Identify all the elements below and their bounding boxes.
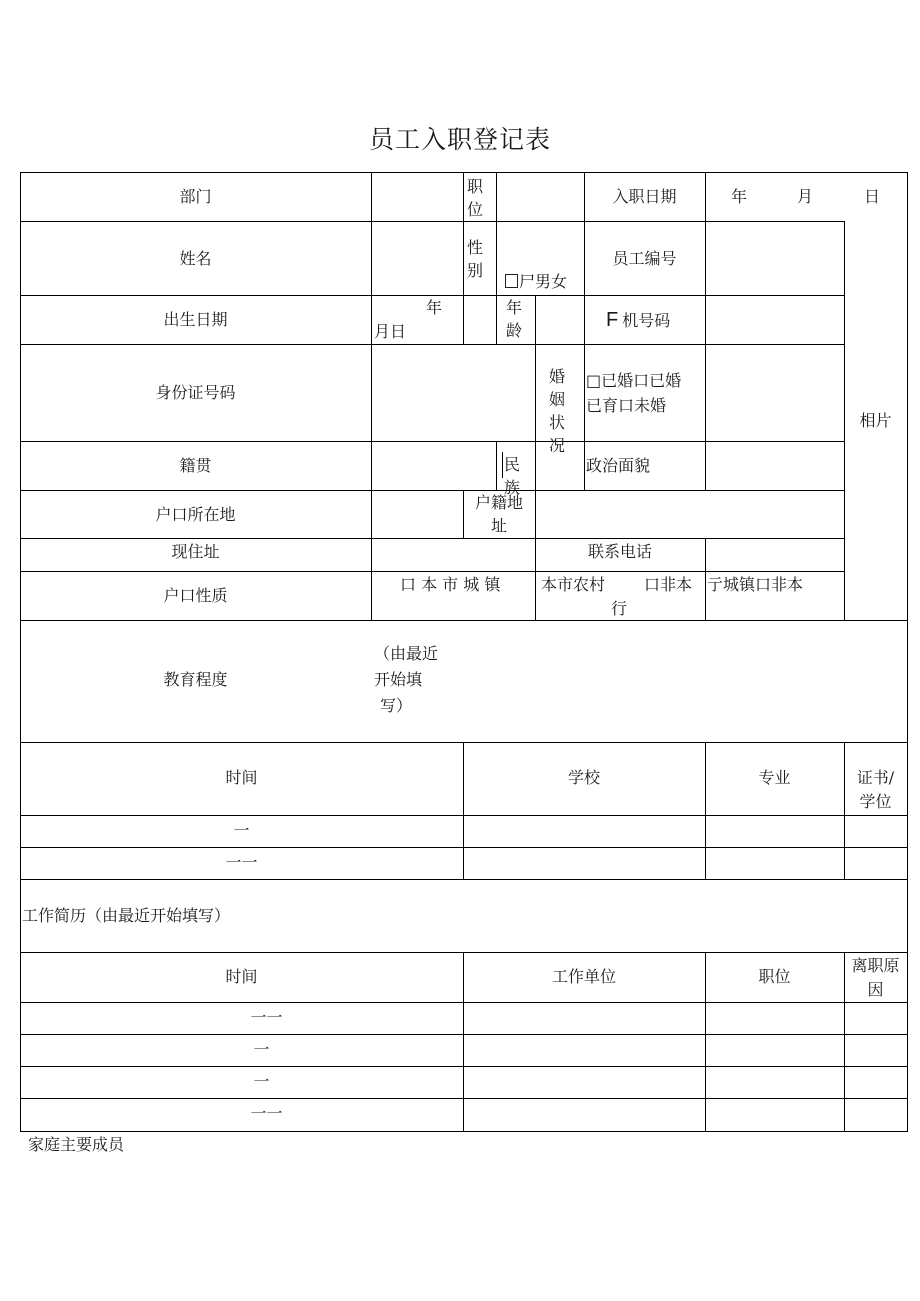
work-header-leave-reason-2: 因	[867, 980, 884, 999]
name-label: 姓名	[179, 249, 212, 268]
hukou-address-label-2: 址	[490, 516, 507, 535]
join-date-day: 日	[864, 187, 881, 206]
hukou-address-label: 户籍地	[474, 493, 523, 512]
education-note-3: 写）	[380, 696, 413, 715]
work-row-time: 一	[253, 1040, 270, 1059]
work-header-employer: 工作单位	[551, 967, 616, 986]
hukou-option-rural[interactable]: 本市农村	[541, 575, 606, 594]
edu-header-degree: 学位	[859, 792, 892, 811]
position-label: 职位	[467, 177, 484, 219]
education-label: 教育程度	[163, 670, 228, 689]
hukou-option-nonlocal-urban[interactable]: 亍城镇口非本	[707, 575, 804, 594]
education-note-2: 开始填	[374, 670, 423, 689]
edu-row-time: 一	[233, 821, 250, 840]
marital-options-line1[interactable]: □已婚口已婚	[586, 371, 682, 390]
phone-prefix: F	[606, 309, 619, 331]
work-row-time: 一一	[250, 1104, 283, 1123]
gender-label: 性别	[467, 238, 484, 280]
join-date-label: 入职日期	[612, 187, 677, 206]
political-status-label: 政治面貌	[586, 456, 651, 475]
gender-options[interactable]: 尸男女	[505, 270, 567, 294]
edu-header-certificate: 证书/	[856, 768, 895, 787]
hukou-type-label: 户口性质	[163, 586, 228, 605]
ethnicity-label: 民族	[504, 455, 521, 497]
edu-header-major: 专业	[758, 768, 791, 787]
dept-label: 部门	[179, 187, 212, 206]
work-header-position: 职位	[758, 967, 791, 986]
marital-label: 婚姻状况	[549, 367, 566, 455]
education-note-1: （由最近	[374, 644, 439, 663]
hukou-option-nonlocal[interactable]: 口非本	[644, 575, 693, 594]
hukou-location-label: 户口所在地	[155, 505, 236, 524]
work-row-time: 一	[253, 1072, 270, 1091]
checkbox-icon	[505, 274, 518, 288]
photo-label: 相片	[859, 411, 892, 430]
family-members-label: 家庭主要成员	[28, 1135, 125, 1154]
work-row-time: 一一	[250, 1008, 283, 1027]
hukou-option-nonlocal-cont: 行	[611, 599, 628, 618]
age-label: 年龄	[506, 298, 523, 340]
birth-monthday: 月日	[374, 322, 407, 341]
work-header-leave-reason: 离职原	[851, 956, 900, 975]
birth-year: 年	[426, 298, 443, 317]
current-address-label: 现住址	[171, 542, 220, 561]
edu-header-school: 学校	[567, 768, 600, 787]
work-header-time: 时间	[225, 967, 258, 986]
join-date-month: 月	[797, 187, 814, 206]
id-number-label: 身份证号码	[155, 383, 236, 402]
birth-date-label: 出生日期	[163, 310, 228, 329]
edu-row-time: 一一	[225, 853, 258, 872]
contact-phone-label: 联系电话	[587, 542, 652, 561]
native-place-label: 籍贯	[179, 456, 212, 475]
join-date-year: 年	[731, 187, 748, 206]
hukou-option-urban[interactable]: 口 本 市 城 镇	[400, 575, 501, 594]
phone-label: 机号码	[622, 311, 671, 330]
employee-no-label: 员工编号	[612, 249, 677, 268]
work-history-heading: 工作简历（由最近开始填写）	[22, 906, 231, 925]
page-title: 员工入职登记表	[368, 125, 551, 154]
edu-header-time: 时间	[225, 768, 258, 787]
marital-options-line2[interactable]: 已育口未婚	[586, 396, 667, 415]
